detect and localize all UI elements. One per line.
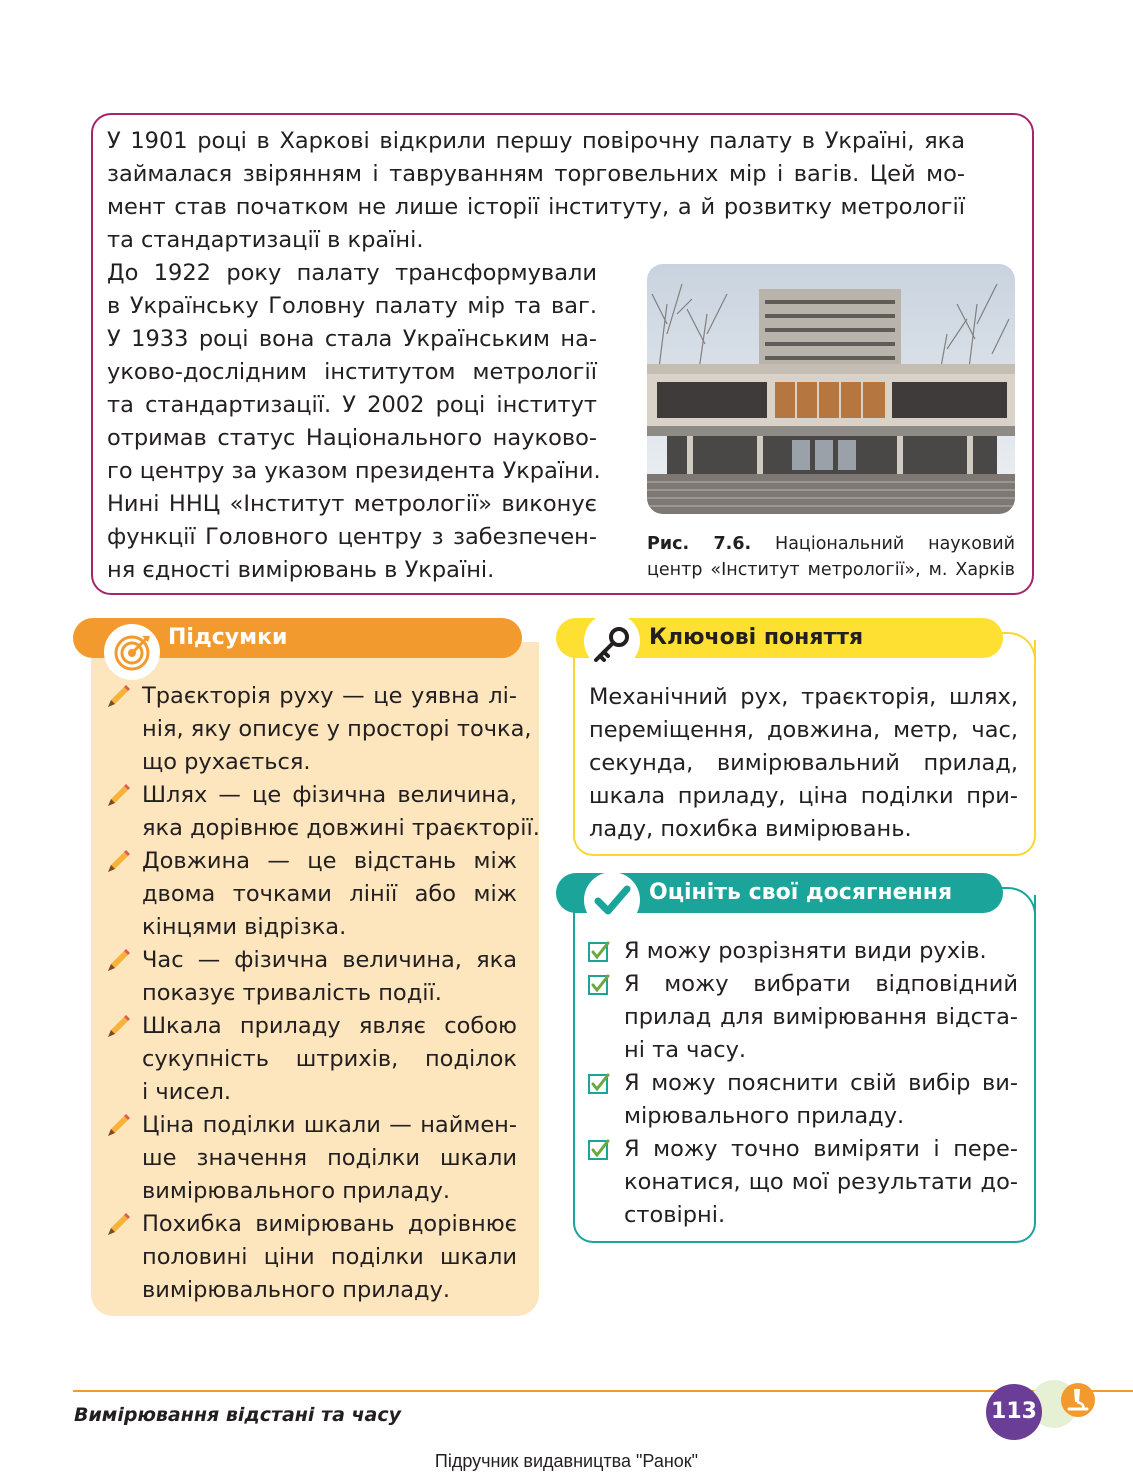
history-line: ня єдності вимірювань в Україні. — [107, 557, 495, 583]
summary-item: Траєкторія руху — це уявна лі- — [142, 683, 517, 709]
summary-item: показує тривалість події. — [142, 980, 442, 1006]
summary-item: вимірювального приладу. — [142, 1178, 451, 1204]
figure-caption-line — [647, 531, 1015, 557]
pencil-icon — [104, 1013, 132, 1041]
key-concepts-title: Ключові поняття — [649, 625, 864, 650]
self-assessment-title: Оцініть свої досягнення — [649, 880, 953, 905]
history-line: та стандартизації в країні. — [107, 227, 424, 253]
self-assessment-item: прилад для вимірювання відста- — [624, 1004, 1018, 1030]
history-line: отримав статус Національного науково- — [107, 425, 597, 451]
history-line: в Українську Головну палату мір та ваг. — [107, 293, 597, 319]
summary-item: сукупність штрихів, поділок — [142, 1046, 517, 1072]
summary-item: половині ціни поділки шкали — [142, 1244, 517, 1270]
figure-caption-text: Національний науковий — [775, 534, 1015, 554]
self-assessment-item: ні та часу. — [624, 1037, 747, 1063]
page-number: 113 — [986, 1384, 1042, 1440]
summary-item: Похибка вимірювань дорівнює — [142, 1211, 517, 1237]
summary-title: Підсумки — [168, 625, 288, 650]
microscope-icon — [1058, 1380, 1098, 1420]
history-line: уково-дослідним інститутом метрології — [107, 359, 597, 385]
publisher-credit: Підручник видавництва "Ранок" — [434, 1451, 699, 1471]
history-box — [91, 113, 1034, 595]
pencil-icon — [104, 782, 132, 810]
target-icon — [104, 624, 160, 680]
summary-item: що рухається. — [142, 749, 311, 775]
self-assessment-item: конатися, що мої результати до- — [624, 1169, 1018, 1195]
self-assessment-item: Я можу вибрати відповідний — [624, 971, 1018, 997]
summary-item: Шкала приладу являє собою — [142, 1013, 517, 1039]
pencil-icon — [104, 1112, 132, 1140]
summary-item: Час — фізична величина, яка — [142, 947, 517, 973]
footer-section-title: Вимірювання відстані та часу — [74, 1404, 402, 1426]
checkbox-checked-icon — [587, 1071, 611, 1095]
history-line: Нині ННЦ «Інститут метрології» виконує — [107, 491, 597, 517]
summary-item: двома точками лінії або між — [142, 881, 517, 907]
history-line: До 1922 року палату трансформували — [107, 260, 597, 286]
summary-item: яка дорівнює довжині траєкторії. — [142, 815, 540, 841]
summary-item: Шлях — це фізична величина, — [142, 782, 517, 808]
key-concepts-line: переміщення, довжина, метр, час, — [589, 717, 1018, 743]
pencil-icon — [104, 683, 132, 711]
history-line: та стандартизації. У 2002 році інститут — [107, 392, 597, 418]
checkbox-checked-icon — [587, 972, 611, 996]
history-line: У 1933 році вона стала Українським на- — [107, 326, 597, 352]
history-line: займалася звірянням і тавруванням торговельних мір і вагів. Цей мо- — [107, 161, 965, 187]
key-concepts-line: шкала приладу, ціна поділки при- — [589, 783, 1018, 809]
institute-building-photo — [647, 264, 1015, 514]
self-assessment-item: Я можу пояснити свій вибір ви- — [624, 1070, 1018, 1096]
key-concepts-line: ладу, похибка вимірювань. — [589, 816, 912, 842]
summary-item: і чисел. — [142, 1079, 232, 1105]
self-assessment-item: стовірні. — [624, 1202, 726, 1228]
figure-caption-line: центр «Інститут метрології», м. Харків — [647, 560, 1015, 580]
summary-item: кінцями відрізка. — [142, 914, 347, 940]
footer-divider — [73, 1390, 1133, 1392]
self-assessment-item: мірювального приладу. — [624, 1103, 905, 1129]
key-concepts-line: Механічний рух, траєкторія, шлях, — [589, 684, 1018, 710]
summary-item: нія, яку описує у просторі точка, — [142, 716, 532, 742]
checkmark-icon — [584, 872, 640, 928]
key-icon — [584, 613, 640, 669]
summary-item: Довжина — це відстань між — [142, 848, 517, 874]
checkbox-checked-icon — [587, 939, 611, 963]
self-assessment-item: Я можу розрізняти види рухів. — [624, 938, 987, 964]
key-concepts-line: секунда, вимірювальний прилад, — [589, 750, 1018, 776]
history-line: функції Головного центру з забезпечен- — [107, 524, 597, 550]
checkbox-checked-icon — [587, 1137, 611, 1161]
self-assessment-item: Я можу точно виміряти і пере- — [624, 1136, 1018, 1162]
history-line: го центру за указом президента України. — [107, 458, 601, 484]
figure-caption — [647, 531, 1015, 583]
history-line: мент став початком не лише історії інституту, а й розвитку метрології — [107, 194, 965, 220]
pencil-icon — [104, 848, 132, 876]
history-line: У 1901 році в Харкові відкрили першу повірочну палату в Україні, яка — [107, 128, 965, 154]
pencil-icon — [104, 1211, 132, 1239]
summary-item: вимірювального приладу. — [142, 1277, 451, 1303]
pencil-icon — [104, 947, 132, 975]
summary-item: Ціна поділки шкали — наймен- — [142, 1112, 517, 1138]
figure-label: Рис. 7.6. — [647, 534, 752, 554]
summary-item: ше значення поділки шкали — [142, 1145, 517, 1171]
